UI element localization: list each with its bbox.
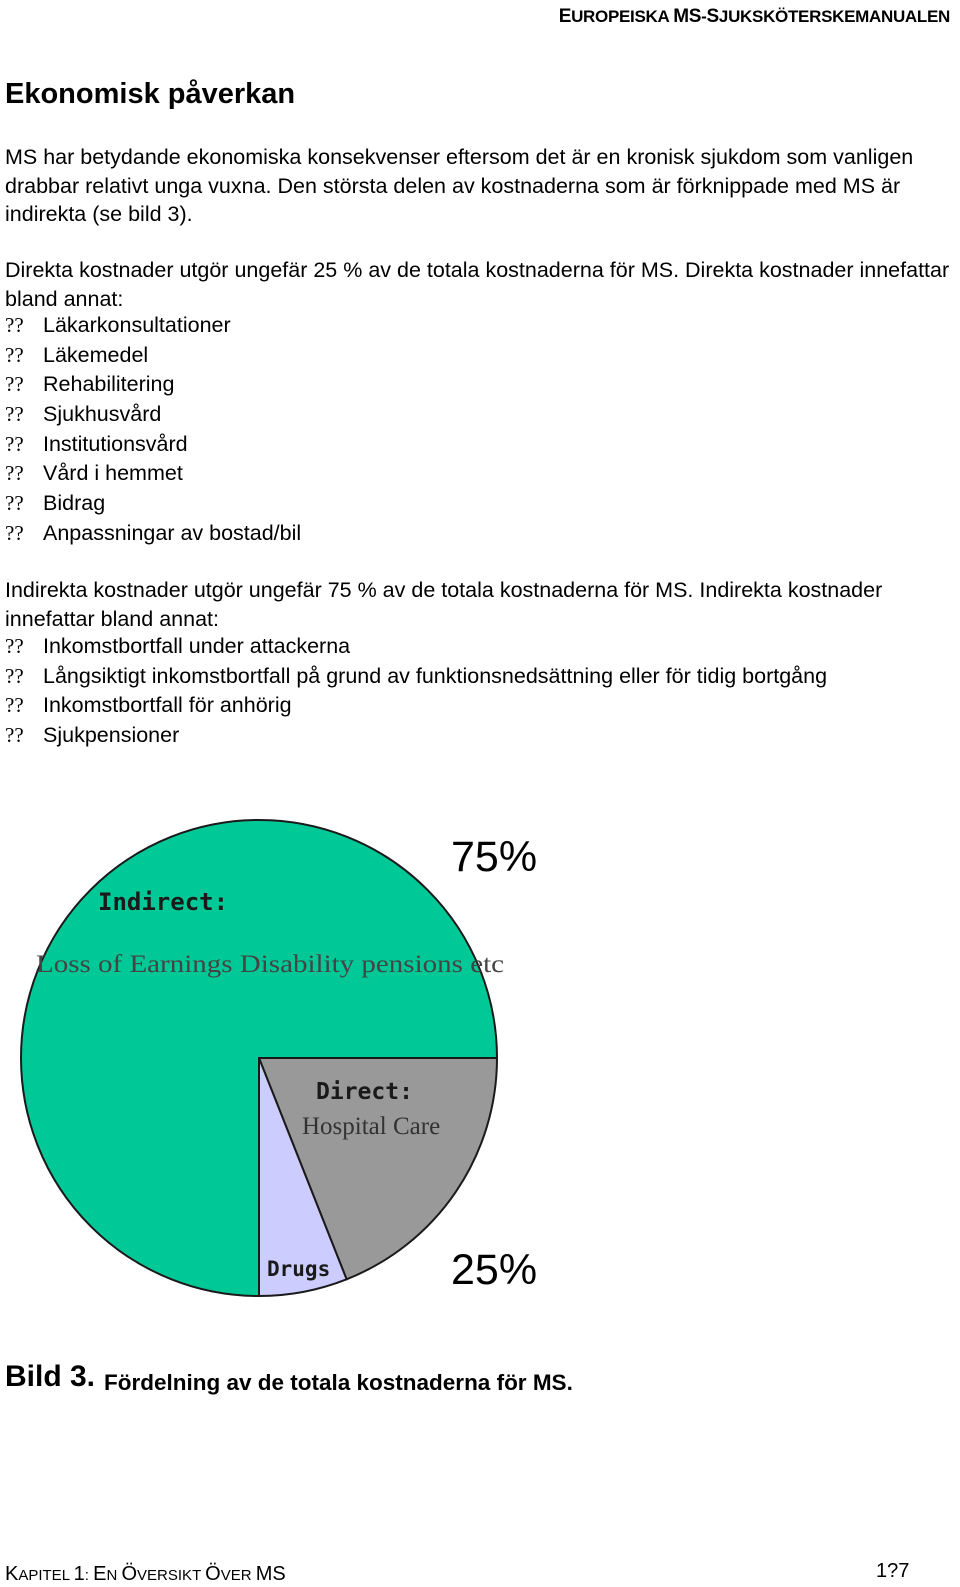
pie-slices xyxy=(21,820,497,1296)
slice-label-indirect: Indirect: xyxy=(98,888,229,916)
list-item-text: Inkomstbortfall för anhörig xyxy=(43,693,292,718)
bullet-marker: ?? xyxy=(5,520,24,545)
figure-caption: Fördelning av de totala kostnaderna för MS. xyxy=(104,1370,573,1395)
list-item-text: Anpassningar av bostad/bil xyxy=(43,520,302,545)
list-item xyxy=(5,632,827,662)
bullet-marker: ?? xyxy=(5,342,24,367)
indirect-costs-intro: Indirekta kostnader utgör ungefär 75 % av de totala kostnaderna för MS. Indirekta kostnader innefattar bland annat: xyxy=(5,578,883,631)
slice-label-direct: Direct: xyxy=(316,1079,413,1105)
intro-paragraph: MS har betydande ekonomiska konsekvenser eftersom det är en kronisk sjukdom som vanligen drabbar relativt unga vuxna. Den största delen av kostnaderna som är förknippade med MS är indirekta (se bild 3). xyxy=(5,145,914,226)
list-item xyxy=(5,400,301,430)
bullet-marker: ?? xyxy=(5,693,24,718)
list-item-text: Sjukpensioner xyxy=(43,723,180,748)
slice-sublabel-direct: Hospital Care xyxy=(302,1113,441,1140)
list-item-text: Läkarkonsultationer xyxy=(43,313,231,337)
direct-costs-list xyxy=(5,311,301,549)
list-item-text: Institutionsvård xyxy=(43,431,188,456)
list-item-text: Rehabilitering xyxy=(43,372,175,397)
list-item xyxy=(5,489,301,519)
list-item xyxy=(5,721,827,751)
slice-sublabel-indirect: Loss of Earnings Disability pensions etc xyxy=(36,951,504,978)
percent-annotation-indirect: 75% xyxy=(451,833,538,881)
list-item xyxy=(5,341,301,371)
page-number: 1?7 xyxy=(876,1560,910,1582)
bullet-marker: ?? xyxy=(5,663,24,688)
list-item xyxy=(5,370,301,400)
list-item xyxy=(5,311,301,341)
bullet-marker: ?? xyxy=(5,372,24,397)
list-item xyxy=(5,430,301,460)
bullet-marker: ?? xyxy=(5,723,24,748)
cost-distribution-pie-chart xyxy=(0,800,960,1320)
bullet-marker: ?? xyxy=(5,491,24,516)
list-item-text: Långsiktigt inkomstbortfall på grund av funktionsnedsättning eller för tidig bortgång xyxy=(43,663,828,688)
list-item-text: Sjukhusvård xyxy=(43,402,162,427)
running-header: EUROPEISKA MS-SJUKSKÖTERSKEMANUALEN xyxy=(558,6,950,27)
list-item-text: Bidrag xyxy=(43,491,106,516)
list-item-text: Läkemedel xyxy=(43,342,149,367)
list-item-text: Vård i hemmet xyxy=(43,461,183,486)
bullet-marker: ?? xyxy=(5,431,24,456)
slice-label-drugs: Drugs xyxy=(267,1257,331,1281)
list-item xyxy=(5,691,827,721)
page-title: Ekonomisk påverkan xyxy=(5,78,296,110)
bullet-marker: ?? xyxy=(5,313,24,337)
bullet-marker: ?? xyxy=(5,402,24,427)
list-item xyxy=(5,519,301,549)
indirect-costs-list xyxy=(5,632,827,751)
list-item-text: Inkomstbortfall under attackerna xyxy=(43,634,351,658)
bullet-marker: ?? xyxy=(5,634,24,658)
percent-annotation-direct: 25% xyxy=(451,1246,538,1294)
figure-number: Bild 3. xyxy=(5,1360,96,1393)
list-item xyxy=(5,662,827,692)
list-item xyxy=(5,459,301,489)
direct-costs-intro: Direkta kostnader utgör ungefär 25 % av de totala kostnaderna för MS. Direkta kostnader innefattar bland annat: xyxy=(5,258,950,311)
footer-chapter: KAPITEL 1: EN ÖVERSIKT ÖVER MS xyxy=(5,1563,286,1585)
bullet-marker: ?? xyxy=(5,461,24,486)
